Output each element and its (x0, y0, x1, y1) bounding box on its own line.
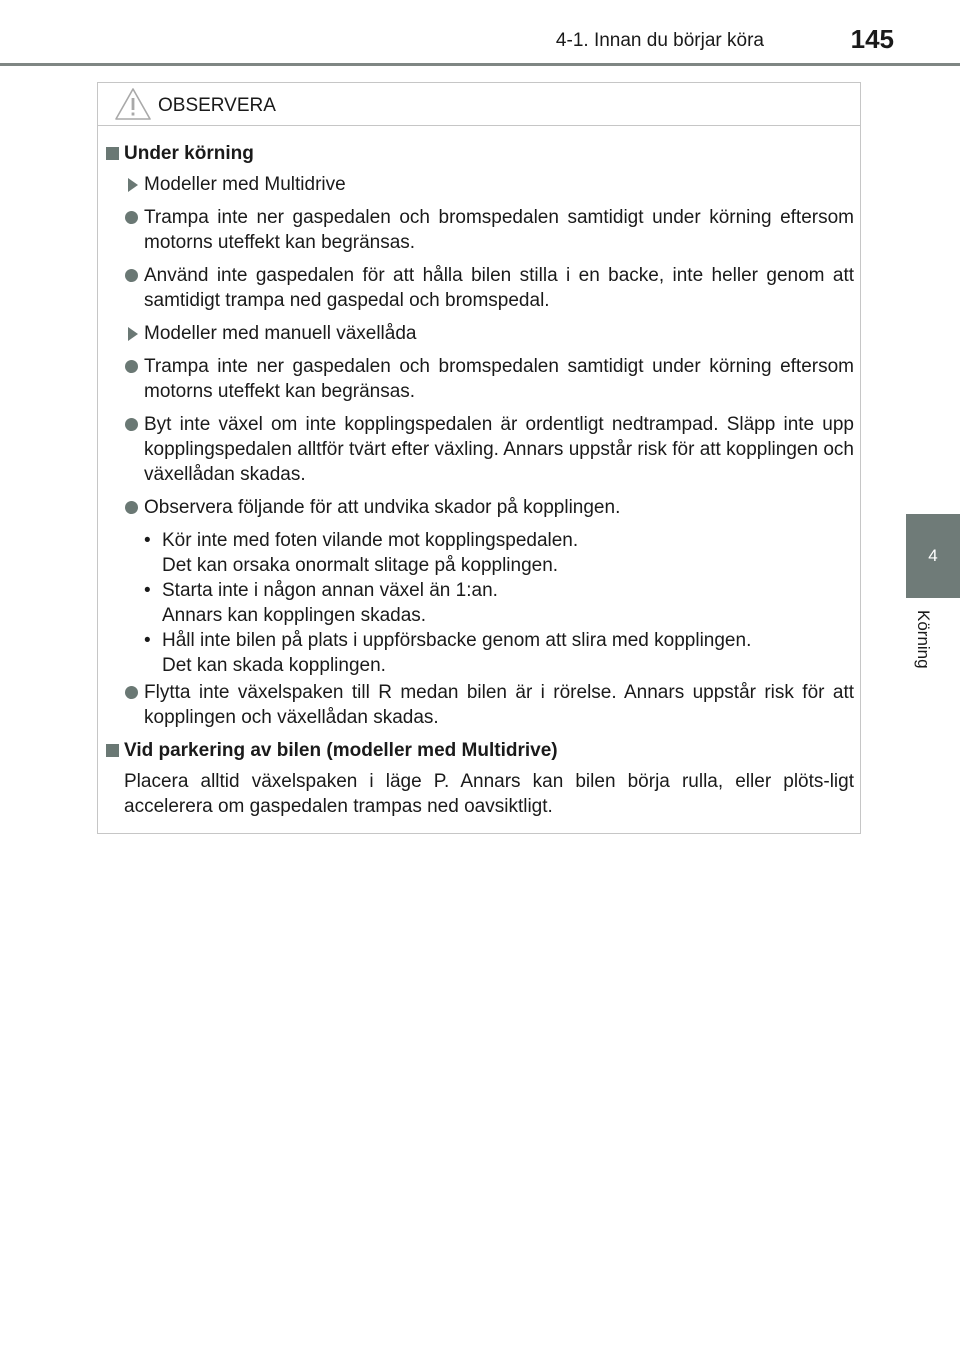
page-number: 145 (850, 24, 894, 54)
subheading-manual: Modeller med manuell växellåda (106, 321, 854, 346)
chapter-number: 4 (928, 546, 938, 565)
section-paragraph: Placera alltid växelspaken i läge P. Annars kan bilen börja rulla, eller plöts-ligt accelerera om gaspedalen trampas ned oavsiktligt. (124, 771, 854, 817)
tip-note: Det kan skada kopplingen. (162, 655, 386, 676)
section-title: 4-1. Innan du börjar köra (555, 30, 764, 51)
list-item: Trampa inte ner gaspedalen och bromspedalen samtidigt under körning eftersom motorns uteffekt kan begränsas. (106, 354, 854, 404)
notice-box (97, 82, 861, 834)
tip-text: • Starta inte i någon annan växel än 1:an. (162, 580, 498, 601)
subheading-multidrive: Modeller med Multidrive (106, 172, 854, 197)
list-item: Byt inte växel om inte kopplingspedalen är ordentligt nedtrampad. Släpp inte upp kopplingspedalen alltför tvärt efter växling. Annars uppstår risk för att kopplingen och växellådan skadas. (106, 412, 854, 487)
header-divider (0, 63, 960, 66)
notice-title: OBSERVERA (158, 95, 276, 116)
list-item: Använd inte gaspedalen för att hålla bilen stilla i en backe, inte heller genom att samtidigt trampa ned gaspedal och bromspedal. (106, 263, 854, 313)
page-header (0, 0, 960, 66)
chapter-tab (906, 514, 960, 598)
tip-item (106, 578, 854, 628)
section-heading: Under körning (106, 141, 854, 166)
tip-item (106, 628, 854, 678)
notice-header (98, 83, 860, 126)
tip-item (106, 528, 854, 578)
clutch-tips (106, 528, 854, 678)
section-heading: Vid parkering av bilen (modeller med Multidrive) (106, 738, 854, 763)
tip-note: Annars kan kopplingen skadas. (162, 605, 427, 626)
notice-content (106, 141, 854, 819)
tip-text: • Håll inte bilen på plats i uppförsbacke genom att slira med kopplingen. (162, 630, 752, 651)
list-item: Flytta inte växelspaken till R medan bilen är i rörelse. Annars uppstår risk för att kopplingen och växellådan skadas. (106, 680, 854, 730)
tip-text: • Kör inte med foten vilande mot kopplingspedalen. (162, 530, 579, 551)
chapter-label: Körning (914, 610, 933, 669)
list-item: Observera följande för att undvika skador på kopplingen. (106, 495, 854, 520)
list-item: Trampa inte ner gaspedalen och bromspedalen samtidigt under körning eftersom motorns uteffekt kan begränsas. (106, 205, 854, 255)
warning-triangle-icon (114, 87, 152, 121)
tip-note: Det kan orsaka onormalt slitage på kopplingen. (162, 555, 559, 576)
